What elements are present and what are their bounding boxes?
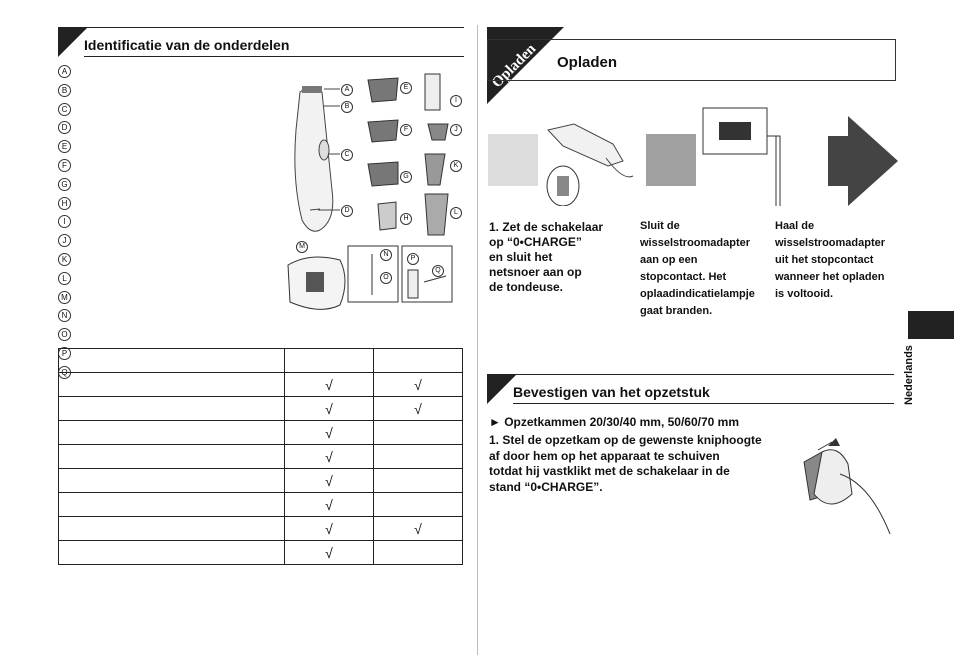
table-cell: √	[285, 373, 374, 397]
callout-l: L	[450, 207, 462, 219]
attach-top-line	[487, 374, 894, 375]
table-row	[59, 517, 463, 541]
part-letter-d: D	[58, 121, 71, 134]
callout-g: G	[400, 171, 412, 183]
part-letter-g: G	[58, 178, 71, 191]
table-cell: √	[374, 397, 463, 421]
table-cell: √	[285, 469, 374, 493]
table-cell	[59, 517, 285, 541]
opladen-title: Opladen	[557, 54, 618, 71]
callout-f: F	[400, 124, 412, 136]
table-cell	[374, 469, 463, 493]
parts-section-title: Identificatie van de onderdelen	[84, 37, 290, 53]
attach-illustration	[790, 434, 896, 536]
callout-c: C	[341, 149, 353, 161]
table-row	[59, 349, 463, 373]
part-letter-k: K	[58, 253, 71, 266]
opladen-title-box	[487, 39, 896, 81]
part-letter-b: B	[58, 84, 71, 97]
language-label: Nederlands	[903, 345, 915, 405]
callout-h: H	[400, 213, 412, 225]
table-cell	[59, 373, 285, 397]
table-row	[59, 541, 463, 565]
callout-n: N	[380, 249, 392, 261]
section-top-line	[58, 27, 464, 28]
table-row	[59, 493, 463, 517]
table-cell	[59, 421, 285, 445]
callout-q: Q	[432, 265, 444, 277]
part-letter-p: P	[58, 347, 71, 360]
table-cell	[59, 397, 285, 421]
attach-bottom-line	[513, 403, 894, 404]
table-cell: √	[285, 397, 374, 421]
part-letter-a: A	[58, 65, 71, 78]
callout-j: J	[450, 124, 462, 136]
table-cell: √	[285, 541, 374, 565]
part-letter-h: H	[58, 197, 71, 210]
attach-section-title: Bevestigen van het opzetstuk	[513, 384, 710, 400]
callout-m: M	[296, 241, 308, 253]
opladen-badge-label: Opladen	[489, 41, 540, 92]
charging-step-3: Haal de wisselstroomadapter uit het stopcontact wanneer het opladen is voltooid.	[775, 220, 886, 300]
charging-illustration	[488, 106, 898, 206]
part-letter-f: F	[58, 159, 71, 172]
part-letter-m: M	[58, 291, 71, 304]
table-row	[59, 397, 463, 421]
callout-p: P	[407, 253, 419, 265]
part-letter-j: J	[58, 234, 71, 247]
attach-step-1: 1. Stel de opzetkam op de gewenste kniphoogte af door hem op het apparaat te schuiven totdat hij vastklikt met de schakelaar in de stand “0•CHARGE”.	[489, 433, 762, 494]
column-divider	[477, 25, 478, 655]
language-tab	[908, 311, 954, 339]
callout-i: I	[450, 95, 462, 107]
table-cell	[374, 445, 463, 469]
table-cell	[285, 349, 374, 373]
charging-step-2: Sluit de wisselstroomadapter aan op een stopcontact. Het oplaadindicatielampje gaat branden.	[640, 220, 755, 317]
callout-k: K	[450, 160, 462, 172]
table-row	[59, 445, 463, 469]
accessory-table	[58, 348, 463, 565]
table-cell: √	[374, 517, 463, 541]
callout-o: O	[380, 272, 392, 284]
part-letter-i: I	[58, 215, 71, 228]
table-cell	[59, 493, 285, 517]
table-cell: √	[374, 373, 463, 397]
table-cell: √	[285, 517, 374, 541]
callout-e: E	[400, 82, 412, 94]
part-letter-o: O	[58, 328, 71, 341]
table-cell	[374, 421, 463, 445]
callout-a: A	[341, 84, 353, 96]
attach-subtitle: ► Opzetkammen 20/30/40 mm, 50/60/70 mm	[489, 415, 740, 429]
charging-step-1: 1. Zet de schakelaar op “0•CHARGE” en sluit het netsnoer aan op de tondeuse.	[489, 220, 604, 294]
language-label-wrap	[903, 345, 923, 415]
part-letter-n: N	[58, 309, 71, 322]
part-letter-q: Q	[58, 366, 71, 379]
part-letter-e: E	[58, 140, 71, 153]
table-cell	[374, 493, 463, 517]
parts-letter-list	[58, 65, 71, 385]
table-row	[59, 373, 463, 397]
table-cell	[374, 349, 463, 373]
table-cell	[374, 541, 463, 565]
table-cell: √	[285, 421, 374, 445]
table-cell	[59, 541, 285, 565]
table-row	[59, 469, 463, 493]
table-cell: √	[285, 445, 374, 469]
clipper-illustration	[280, 70, 470, 340]
part-letter-l: L	[58, 272, 71, 285]
table-cell	[59, 349, 285, 373]
table-cell	[59, 445, 285, 469]
table-row	[59, 421, 463, 445]
callout-b: B	[341, 101, 353, 113]
callout-d: D	[341, 205, 353, 217]
part-letter-c: C	[58, 103, 71, 116]
section-bottom-line	[84, 56, 464, 57]
table-cell	[59, 469, 285, 493]
table-cell: √	[285, 493, 374, 517]
